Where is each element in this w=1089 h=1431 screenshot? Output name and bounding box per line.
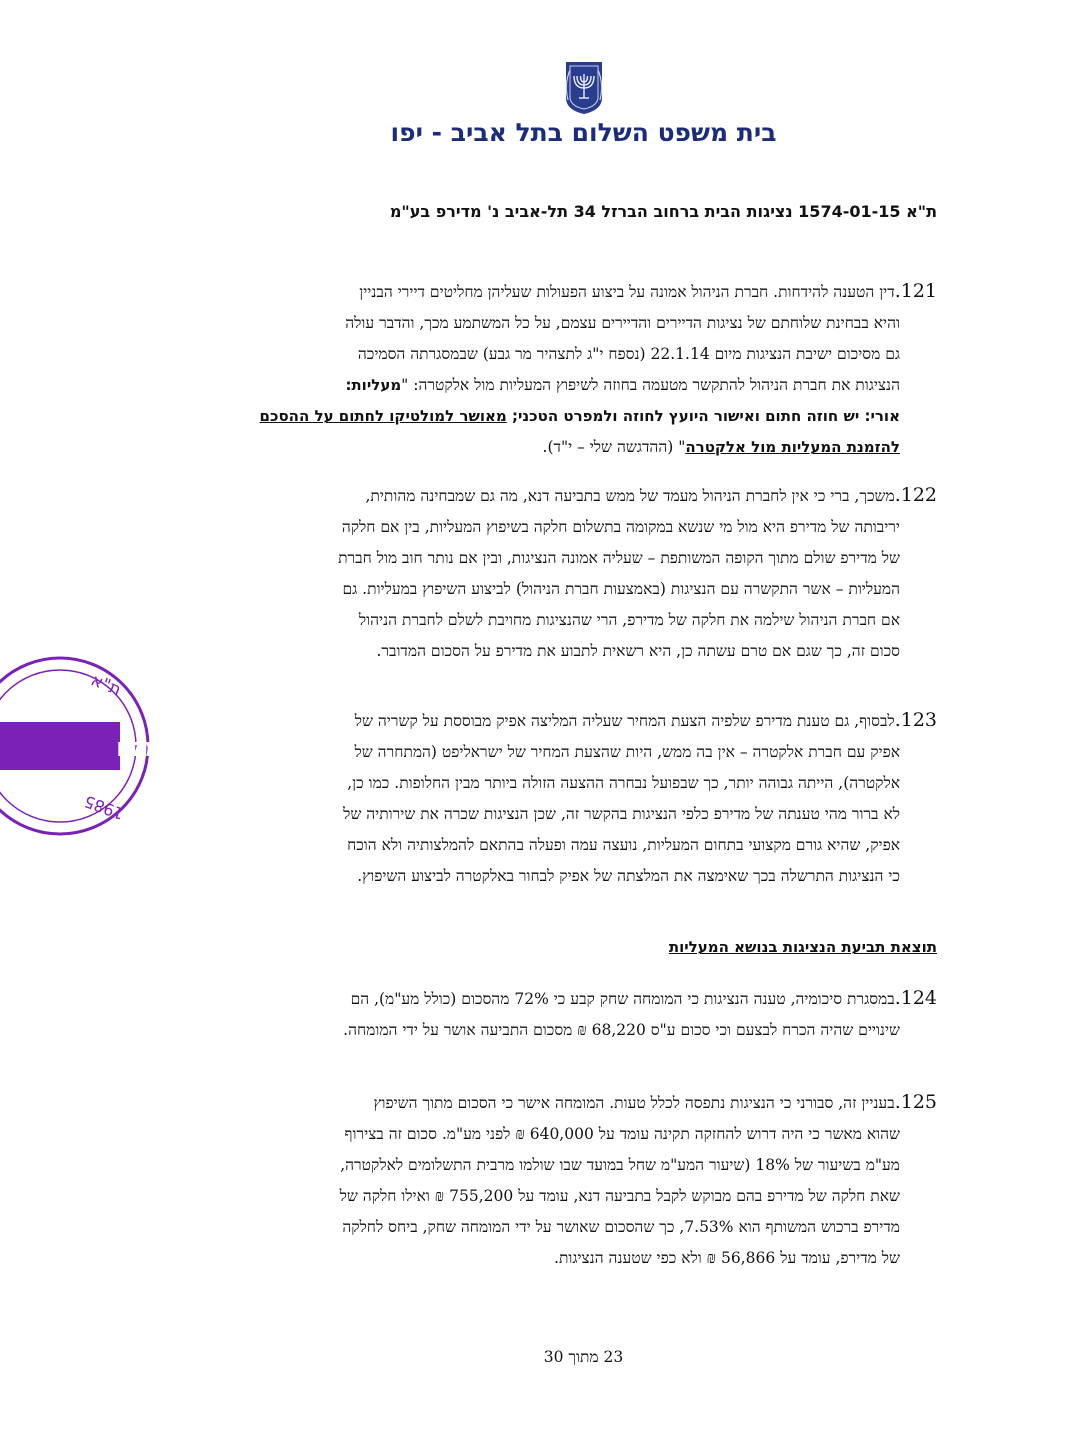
paragraph-line: דין הטענה להידחות. חברת הניהול אמונה על ביצוע הפעולות שעליהן מחליטים דיירי הבניין: [359, 283, 895, 301]
paragraph-number: 121.: [894, 280, 937, 302]
paragraph-line: של מדירפ, עומד על 56,866 ₪ ולא כפי שטענה הנציגות.: [554, 1249, 900, 1267]
paragraph-line: במסגרת סיכומיה, טענה הנציגות כי המומחה שחק קבע כי 72% מהסכום (כולל מע"מ), הם: [350, 990, 895, 1008]
quote-bold: מעליות:: [345, 376, 402, 394]
quote-bold: אורי: יש חוזה חתום ואישור היועץ לחוזה ולמפרט הטכני;: [506, 407, 900, 425]
paragraph-line: שינויים שהיה הכרח לבצעם וכי סכום ע"ס 68,220 ₪ מסכום התביעה אושר על ידי המומחה.: [343, 1021, 900, 1039]
stamp-text: למקו: [116, 733, 179, 763]
quote-bold-underline: מאושר למולטיקו לחתום על ההסכם: [259, 407, 507, 425]
case-title: ת"א 1574-01-15 נציגות הבית ברחוב הברזל 34 תל-אביב נ' מדירפ בע"מ: [389, 202, 937, 221]
paragraph-line: אפיק, שהיא גורם מקצועי בתחום המעליות, נועצה עמה ופעלה בהתאם להמלצותיה ולא הוכח: [347, 836, 900, 854]
paragraph-line: בעניין זה, סבורני כי הנציגות נתפסה לכלל טעות. המומחה אישר כי הסכום מתוך השיפוץ: [373, 1094, 895, 1112]
paragraph-line: משכך, ברי כי אין לחברת הניהול מעמד של ממש בתביעה דנא, מה גם שמבחינה מהותית,: [365, 487, 895, 505]
paragraph-121: [231, 276, 937, 463]
paragraph-line: " (ההדגשה שלי – י"ד).: [542, 438, 686, 456]
paragraph-line: אם חברת הניהול שילמה את חלקה של מדירפ, הרי שהנציגות מחויבת לשלם לחברת הניהול: [358, 611, 900, 629]
paragraph-line: מע"מ בשיעור של 18% (שיעור המע"מ שחל במועד שבו שולמו מרבית התשלומים לאלקטרה,: [340, 1156, 900, 1174]
paragraph-number: 122.: [894, 484, 937, 506]
paragraph-125: [231, 1087, 937, 1274]
page-number: 23 מתוך 30: [543, 1348, 624, 1366]
court-stamp-icon: [0, 656, 179, 836]
paragraph-line: אפיק עם חברת אלקטרה – אין בה ממש, היות שהצעת המחיר של ישראליפט (המתחרה של: [354, 743, 900, 761]
paragraph-line: שאת חלקה של מדירפ בהם מבוקש לקבל בתביעה דנא, עומד על 755,200 ₪ ואילו חלקה של: [339, 1187, 900, 1205]
paragraph-122: [231, 480, 937, 667]
paragraph-line: סכום זה, כך שגם אם טרם עשתה כן, היא רשאית לתבוע את מדירפ על הסכום המדובר.: [376, 642, 900, 660]
paragraph-line: שהוא מאשר כי היה דרוש להחזקה תקינה עומד על 640,000 ₪ לפני מע"מ. סכום זה בצירוף: [344, 1125, 900, 1143]
quote-bold-underline: להזמנת המעליות מול אלקטרה: [685, 438, 900, 456]
paragraph-line: הנציגות את חברת הניהול להתקשר מטעמה בחוזה לשיפוץ המעליות מול אלקטרה: ": [401, 376, 900, 394]
paragraph-number: 123.: [894, 709, 937, 731]
stamp-text: ת"א: [88, 670, 124, 701]
section-heading: תוצאת תביעת הנציגות בנושא המעליות: [668, 938, 937, 956]
stamp-text: 1985: [81, 791, 127, 824]
state-emblem-icon: [562, 60, 606, 116]
paragraph-line: גם מסיכום ישיבת הנציגות מיום 22.1.14 (נספח י"ג לתצהיר מר גבע) שבמסגרתה הסמיכה: [357, 345, 900, 363]
paragraph-line: אלקטרה), הייתה גבוהה יותר, כך שבפועל נבחרה ההצעה הזולה ביותר מבין החלופות. כמו כן,: [347, 774, 900, 792]
paragraph-number: 124.: [894, 987, 937, 1009]
paragraph-line: לא ברור מהי טענתה של מדירפ כלפי הנציגות בהקשר זה, שכן הנציגות שכרה את שירותיה של: [343, 805, 900, 823]
paragraph-123: [231, 705, 937, 892]
paragraph-line: מדירפ ברכוש המשותף הוא 7.53%, כך שהסכום שאושר על ידי המומחה שחק, ביחס לחלקה: [342, 1218, 900, 1236]
paragraph-line: יריבותה של מדירפ היא מול מי שנשא במקומה בתשלום חלקה בשיפוץ המעליות, בין אם חלקה: [341, 518, 900, 536]
paragraph-line: כי הנציגות התרשלה בכך שאימצה את המלצתה של אפיק לבחור באלקטרה לביצוע השיפוץ.: [357, 867, 900, 885]
paragraph-line: של מדירפ שולם מתוך הקופה המשותפת – שעליה אמונה הנציגות, ובין אם נותר חוב מול חברת: [338, 549, 900, 567]
paragraph-124: [231, 983, 937, 1046]
paragraph-line: לבסוף, גם טענת מדירפ שלפיה הצעת המחיר שעליה המליצה אפיק מבוססת על קשריה של: [354, 712, 895, 730]
paragraph-number: 125.: [894, 1091, 937, 1113]
court-name: בית משפט השלום בתל אביב - יפו: [390, 118, 777, 147]
paragraph-line: המעליות – אשר התקשרה עם הנציגות (באמצעות חברת הניהול) לביצוע השיפוץ במעליות. גם: [342, 580, 900, 598]
paragraph-line: והיא בבחינת שלוחתם של נציגות הדיירים והדיירים עצמם, על כל המשתמע מכך, והדבר עולה: [345, 314, 900, 332]
